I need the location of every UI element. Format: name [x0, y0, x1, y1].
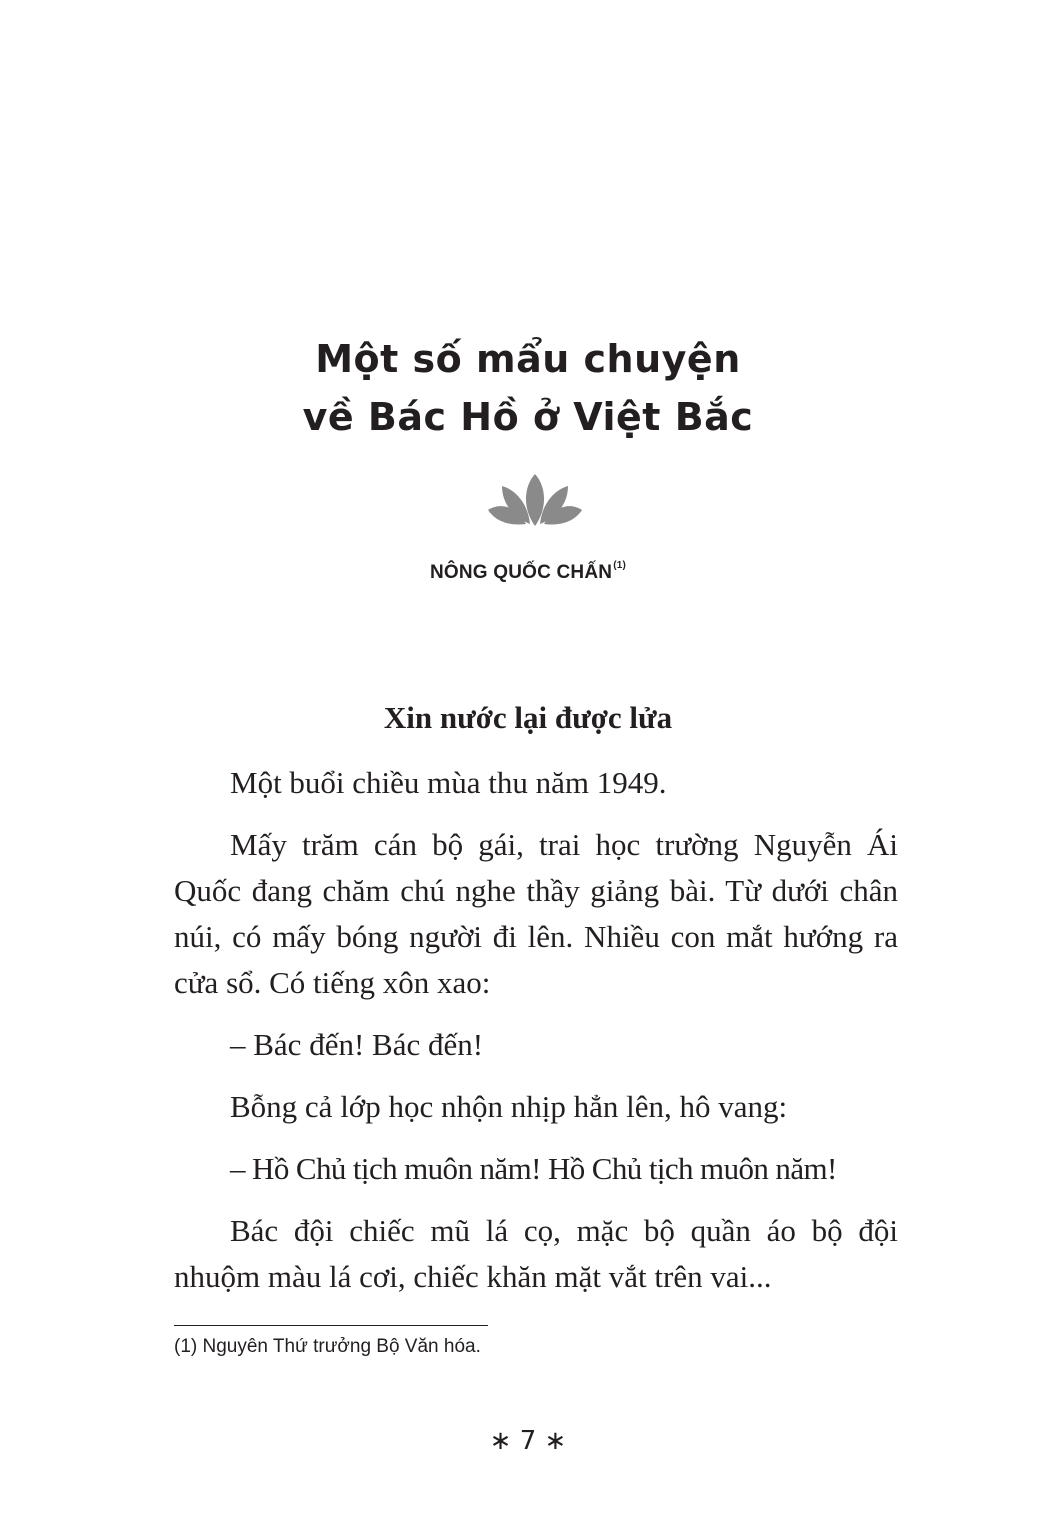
- chapter-title-line-1: Một số mẩu chuyện: [315, 337, 741, 381]
- author-name: [0, 562, 1056, 584]
- paragraph-6: [174, 1208, 898, 1300]
- paragraph-text: – Bác đến! Bác đến!: [230, 1027, 484, 1062]
- paragraph-4: [174, 1084, 898, 1130]
- paragraph-text: Mấy trăm cán bộ gái, trai học trường Nguyễn Ái Quốc đang chăm chú nghe thầy giảng bài. Từ dưới chân núi, có mấy bóng người đi lên. Nhiều con mắt hướng ra cửa sổ. Có tiếng xôn xao:: [174, 827, 898, 1000]
- page-number: ∗ 7 ∗: [489, 1426, 567, 1456]
- paragraph-text: – Hồ Chủ tịch muôn năm! Hồ Chủ tịch muôn năm!: [230, 1151, 837, 1186]
- paragraph-2: [174, 822, 898, 1006]
- author-name-text: NÔNG QUỐC CHẤN: [429, 562, 613, 583]
- section-heading: Xin nước lại được lửa: [383, 700, 673, 735]
- paragraph-text: Bỗng cả lớp học nhộn nhịp hẳn lên, hô vang:: [230, 1089, 788, 1124]
- chapter-title-line-2: về Bác Hồ ở Việt Bắc: [302, 395, 754, 439]
- paragraph-text: Một buổi chiều mùa thu năm 1949.: [230, 765, 667, 800]
- footnote-reference[interactable]: (1): [613, 560, 627, 571]
- lotus-icon: [486, 472, 584, 530]
- paragraph-text: Bác đội chiếc mũ lá cọ, mặc bộ quần áo bộ đội nhuộm màu lá cơi, chiếc khăn mặt vắt trên vai...: [174, 1213, 898, 1294]
- paragraph-1: [174, 760, 898, 806]
- paragraph-3: [174, 1022, 898, 1068]
- footnote-text: (1) Nguyên Thứ trưởng Bộ Văn hóa.: [174, 1336, 481, 1357]
- paragraph-5: [174, 1146, 898, 1192]
- footnote-divider: [174, 1325, 488, 1326]
